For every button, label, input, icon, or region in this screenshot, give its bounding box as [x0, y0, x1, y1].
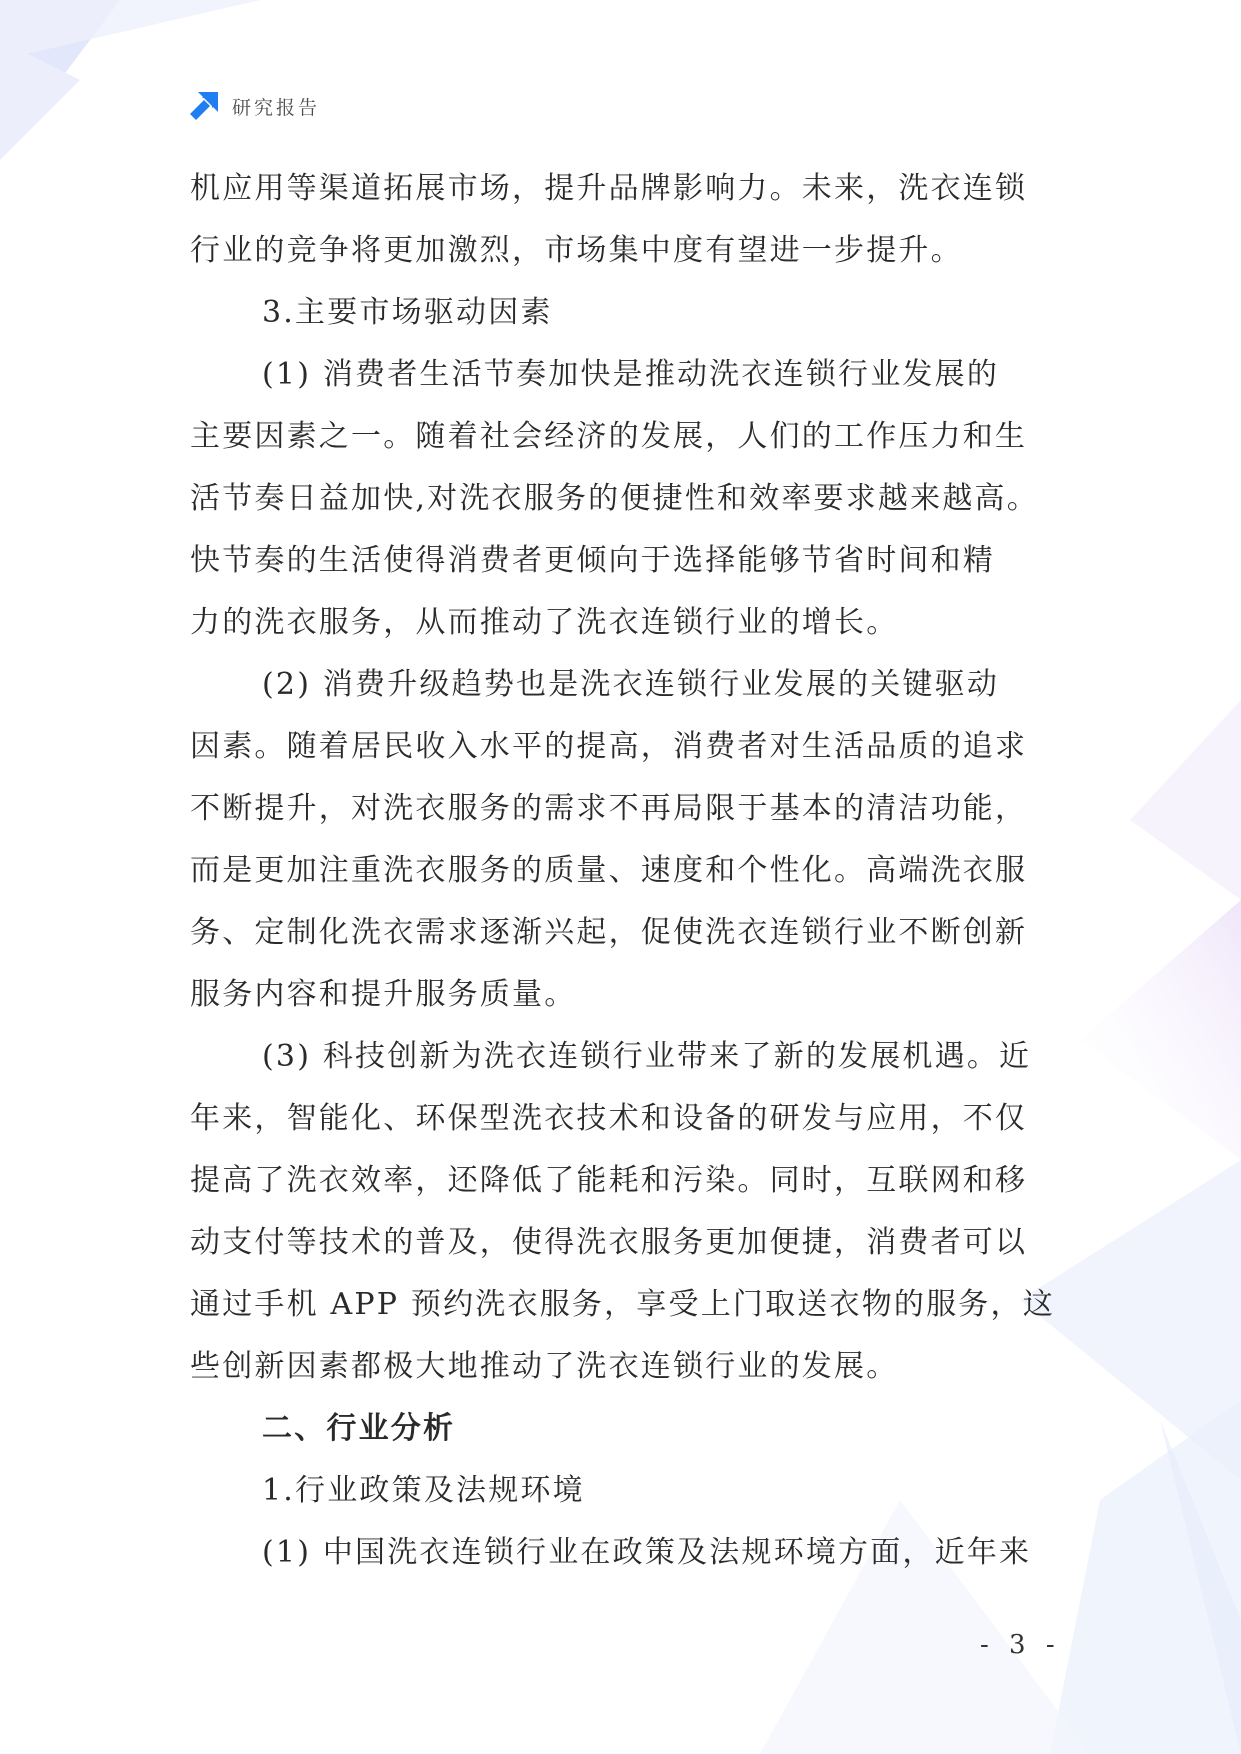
text-line: (1) 消费者生活节奏加快是推动洗衣连锁行业发展的: [262, 357, 1000, 392]
text-line: 1.行业政策及法规环境: [262, 1473, 585, 1508]
text-line: 些创新因素都极大地推动了洗衣连锁行业的发展。: [190, 1349, 899, 1384]
text-line: 力的洗衣服务，从而推动了洗衣连锁行业的增长。: [190, 605, 899, 640]
text-line: 提高了洗衣效率，还降低了能耗和污染。同时，互联网和移: [190, 1163, 1028, 1198]
text-line: 快节奏的生活使得消费者更倾向于选择能够节省时间和精: [190, 543, 995, 578]
report-header: [188, 88, 320, 124]
text-line: 年来，智能化、环保型洗衣技术和设备的研发与应用，不仅: [190, 1101, 1028, 1136]
text-line: 行业的竞争将更加激烈，市场集中度有望进一步提升。: [190, 233, 963, 268]
text-line: 不断提升，对洗衣服务的需求不再局限于基本的清洁功能，: [190, 791, 1028, 826]
text-line: 服务内容和提升服务质量。: [190, 977, 577, 1012]
header-title: 研究报告: [232, 96, 321, 119]
text-line: 动支付等技术的普及，使得洗衣服务更加便捷，消费者可以: [190, 1225, 1028, 1260]
arrow-logo-icon: [188, 90, 220, 122]
text-line: (3) 科技创新为洗衣连锁行业带来了新的发展机遇。近: [262, 1039, 1032, 1074]
text-line: 活节奏日益加快,对洗衣服务的便捷性和效率要求越来越高。: [190, 481, 1039, 516]
text-line: 务、定制化洗衣需求逐渐兴起，促使洗衣连锁行业不断创新: [190, 915, 1028, 950]
text-line: (1) 中国洗衣连锁行业在政策及法规环境方面，近年来: [262, 1535, 1032, 1570]
text-line: 机应用等渠道拓展市场，提升品牌影响力。未来，洗衣连锁: [190, 171, 1028, 206]
text-line: 3.主要市场驱动因素: [262, 295, 553, 330]
document-body: [190, 158, 1070, 1584]
text-line: 通过手机 APP 预约洗衣服务，享受上门取送衣物的服务，这: [190, 1287, 1055, 1322]
text-line: 主要因素之一。随着社会经济的发展，人们的工作压力和生: [190, 419, 1028, 454]
text-line: 而是更加注重洗衣服务的质量、速度和个性化。高端洗衣服: [190, 853, 1028, 888]
section-heading: 二、行业分析: [262, 1411, 456, 1446]
text-line: 因素。随着居民收入水平的提高，消费者对生活品质的追求: [190, 729, 1028, 764]
text-line: (2) 消费升级趋势也是洗衣连锁行业发展的关键驱动: [262, 667, 1000, 702]
page-number: - 3 -: [980, 1630, 1061, 1660]
